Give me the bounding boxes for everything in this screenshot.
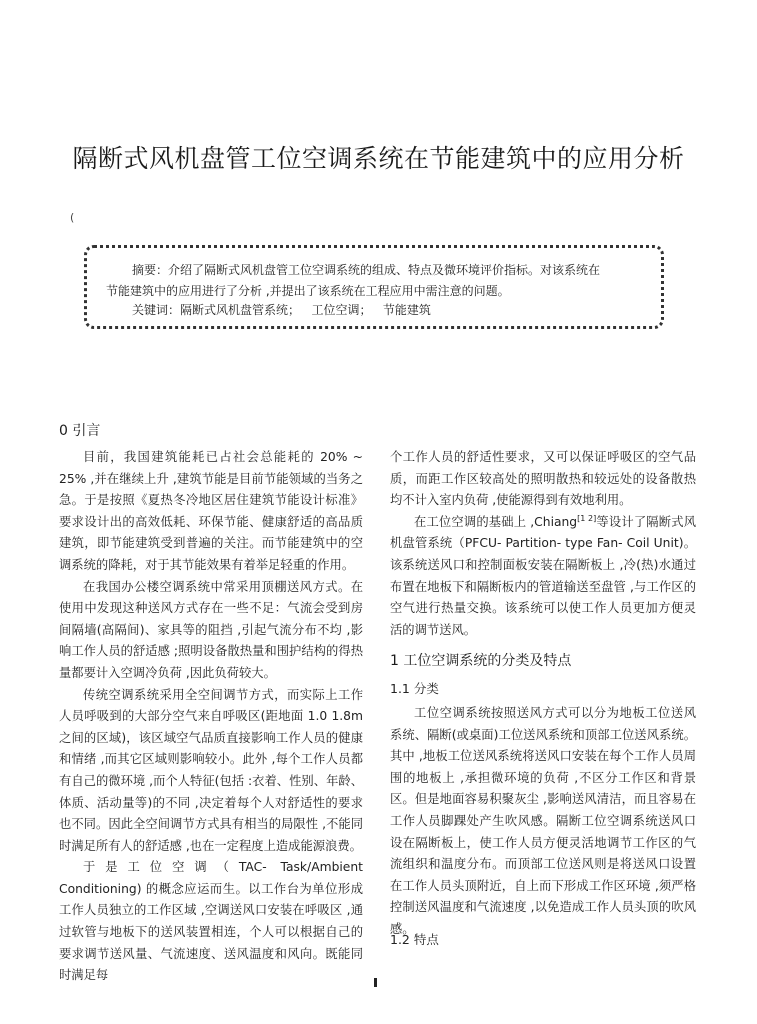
abstract-text bbox=[106, 260, 654, 302]
paragraph: 于是工位空调（TAC- Task/Ambient Conditioning) 的概念应运而生。以工作台为单位形成工作人员独立的工作区域 ,空调送风口安装在呼吸区 ,通过软管与地板下的送风装置相连，个人可以根据自己的要求调节送风量、气流速度、送风温度和风向。既能同时满足每 bbox=[59, 860, 363, 983]
abstract-line-2: 节能建筑中的应用进行了分析 ,并提出了该系统在工程应用中需注意的问题。 bbox=[106, 284, 510, 298]
paragraph: 工位空调系统按照送风方式可以分为地板工位送风系统、隔断(或桌面)工位送风系统和顶部工位送风系统。其中 ,地板工位送风系统将送风口安装在每个工作人员周围的地板上 ,承担微环境的负荷 ,不区分工作区和背景区。但是地面容易积聚灰尘 ,影响送风清洁，而且容易在工作人员脚踝处产生吹风感。隔断工位空调系统送风口设在隔断板上，使工作人员方便灵活地调节工作区的气流组织和温度分布。而顶部工位送风则是将送风口设置在工作人员头顶附近，自上而下形成工作区环境 ,须严格控制送风温度和气流速度 ,以免造成工作人员头顶的吹风感。 bbox=[390, 706, 696, 936]
paragraph: 在我国办公楼空调系统中常采用顶棚送风方式。在使用中发现这种送风方式存在一些不足：气流会受到房间隔墙(高隔间)、家具等的阻挡 ,引起气流分布不均 ,影响工作人员的舒适感 ;照明设备散热量和围护结构的得热量都要计入空调冷负荷 ,因此负荷较大。 bbox=[59, 579, 363, 680]
paragraph: 个工作人员的舒适性要求，又可以保证呼吸区的空气品质，而距工作区较高处的照明散热和较远处的设备散热均不计入室内负荷 ,使能源得到有效地利用。 bbox=[390, 450, 696, 508]
abstract-line-1: 摘要：介绍了隔断式风机盘管工位空调系统的组成、特点及微环境评价指标。对该系统在 bbox=[132, 263, 601, 277]
text-run: 等设计了隔断式风机盘管系统（PFCU- Partition- type Fan- Coil Unit)。该系统送风口和控制面板安装在隔断板上 ,冷(热)水通过布置在地板下和隔断板内的管道输送至盘管 ,与工作区的空气进行热量交换。该系统可以使工作人员更加方便灵活的调节送风。 bbox=[390, 514, 696, 637]
subsection-heading-1-2: 1.2 特点 bbox=[390, 932, 439, 947]
paragraph: 目前，我国建筑能耗已占社会总能耗的 20% ~ 25% ,并在继续上升 ,建筑节能是目前节能领域的当务之急。于是按照《夏热冬冷地区居住建筑节能设计标准》要求设计出的高效低耗、环保节能、健康舒适的高品质建筑，即节能建筑受到普遍的关注。而节能建筑中的空调系统的降耗，对于其节能效果有着举足轻重的作用。 bbox=[59, 450, 363, 572]
section-heading-intro: 0 引言 bbox=[59, 423, 101, 439]
author-placeholder: ( bbox=[70, 211, 75, 224]
right-column-bottom bbox=[390, 703, 696, 941]
paragraph bbox=[390, 512, 696, 642]
text-run: 在工位空调的基础上 ,Chiang bbox=[414, 514, 578, 529]
subsection-heading-1-1: 1.1 分类 bbox=[390, 681, 439, 696]
paragraph: 传统空调系统采用全空间调节方式，而实际上工作人员呼吸到的大部分空气来自呼吸区(距地面 1.0 1.8m之间的区域)，该区域空气品质直接影响工作人员的健康和情绪 ,而其它区域则影响较小。此外 ,每个工作人员都有自己的微环境 ,而个人特征(包括 :衣着、性别、年龄、体质、活动量等)的不同 ,决定着每个人对舒适性的要求也不同。因此全空间调节方式具有相当的局限性 ,不能同时满足所有人的舒适感 ,也在一定程度上造成能源浪费。 bbox=[59, 687, 363, 853]
keywords: 关键词：隔断式风机盘管系统； 工位空调； 节能建筑 bbox=[132, 303, 431, 317]
citation: [1 2] bbox=[577, 513, 597, 523]
left-column bbox=[59, 447, 363, 987]
paper-title: 隔断式风机盘管工位空调系统在节能建筑中的应用分析 bbox=[72, 144, 685, 173]
section-heading-1: 1 工位空调系统的分类及特点 bbox=[390, 653, 572, 669]
page-mark bbox=[374, 978, 377, 987]
right-column-top bbox=[390, 447, 696, 641]
